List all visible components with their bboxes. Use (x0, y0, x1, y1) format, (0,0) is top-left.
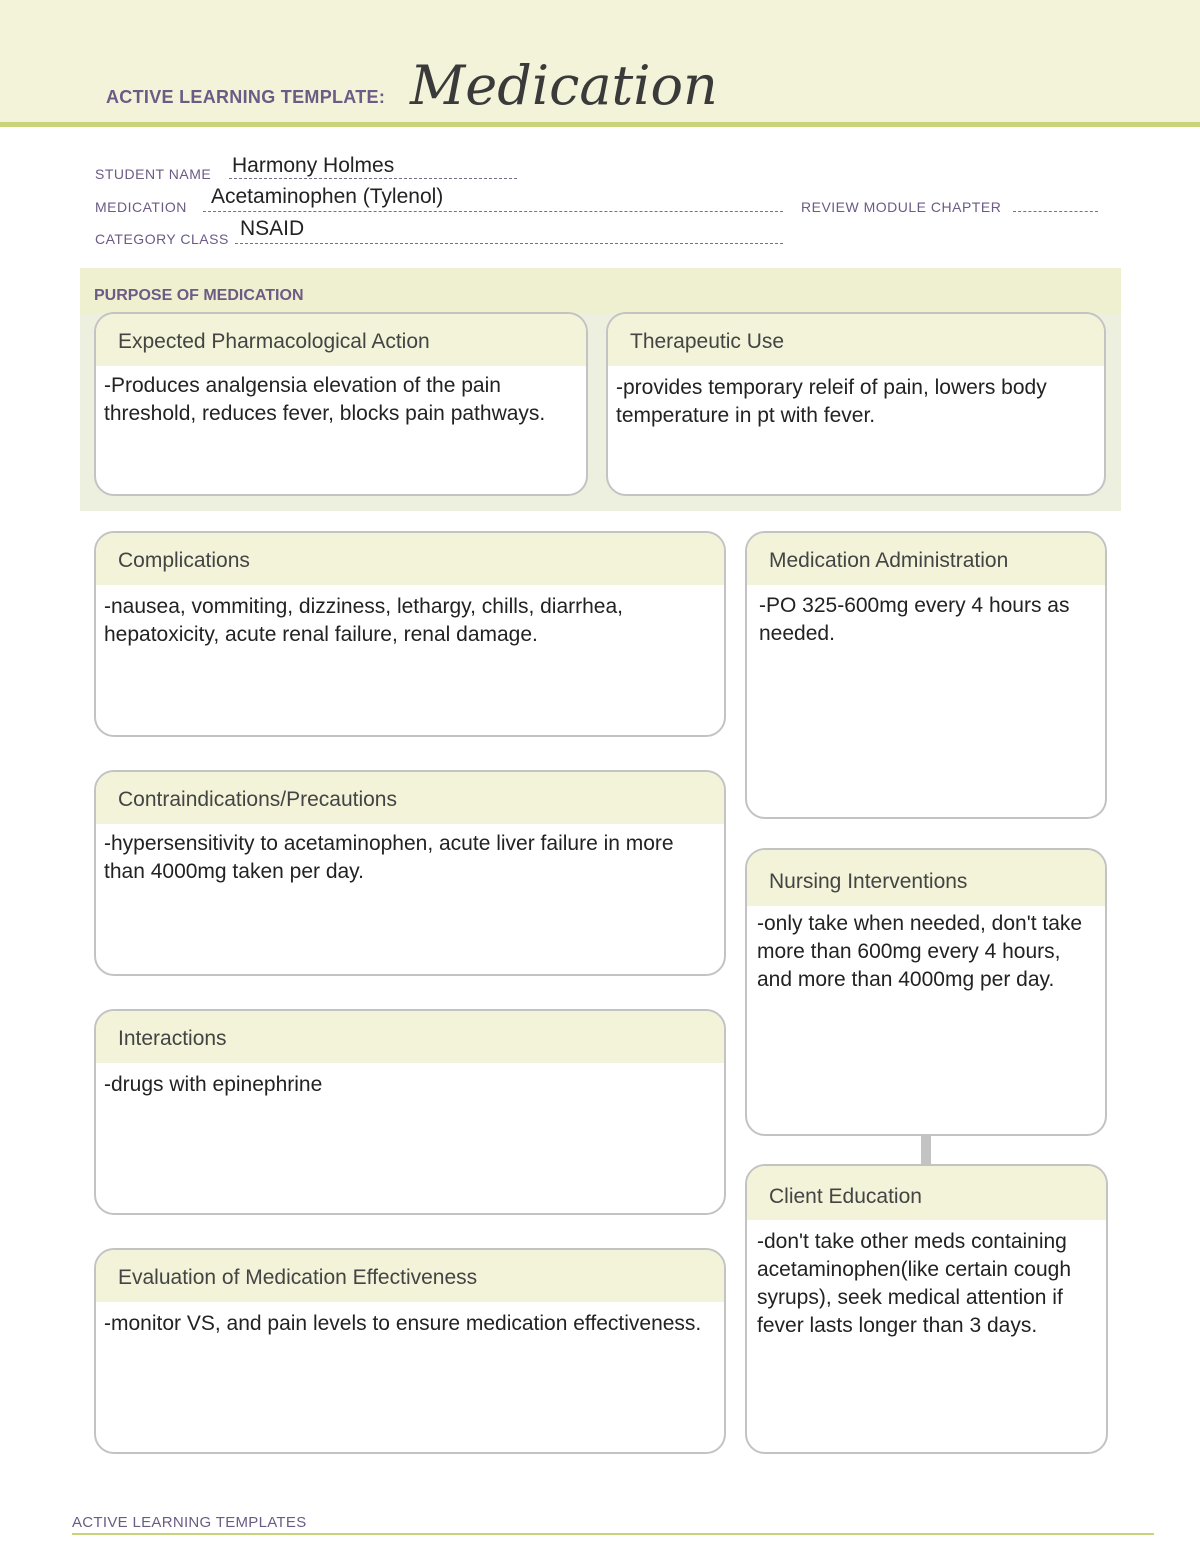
review-module-label: REVIEW MODULE CHAPTER (801, 199, 1002, 215)
client-education-box (745, 1164, 1108, 1454)
expected-action-box (94, 312, 588, 496)
nursing-interventions-title: Nursing Interventions (747, 850, 1105, 906)
evaluation-box (94, 1248, 726, 1454)
page-title: Medication (410, 54, 718, 117)
student-name-value[interactable]: Harmony Holmes (232, 154, 395, 177)
contraindications-text[interactable]: -hypersensitivity to acetaminophen, acute liver failure in more than 4000mg taken per day. (104, 832, 674, 883)
complications-box (94, 531, 726, 737)
review-module-line (1013, 211, 1098, 212)
category-class-label: CATEGORY CLASS (95, 231, 229, 247)
box-connector (921, 1134, 931, 1166)
evaluation-text[interactable]: -monitor VS, and pain levels to ensure medication effectiveness. (104, 1312, 702, 1335)
footer-label: ACTIVE LEARNING TEMPLATES (72, 1514, 307, 1531)
header-rule (0, 122, 1200, 127)
administration-text[interactable]: -PO 325-600mg every 4 hours as needed. (759, 594, 1070, 645)
therapeutic-use-title: Therapeutic Use (608, 314, 1104, 366)
expected-action-title: Expected Pharmacological Action (96, 314, 586, 366)
category-class-value[interactable]: NSAID (240, 217, 305, 240)
contraindications-title: Contraindications/Precautions (96, 772, 724, 824)
complications-title: Complications (96, 533, 724, 585)
administration-box (745, 531, 1107, 819)
category-class-line (235, 243, 783, 244)
administration-title: Medication Administration (747, 533, 1105, 585)
evaluation-title: Evaluation of Medication Effectiveness (96, 1250, 724, 1302)
template-label: ACTIVE LEARNING TEMPLATE: (106, 87, 386, 107)
interactions-box (94, 1009, 726, 1215)
interactions-title: Interactions (96, 1011, 724, 1063)
purpose-heading: PURPOSE OF MEDICATION (94, 287, 304, 304)
therapeutic-use-box (606, 312, 1106, 496)
complications-text[interactable]: -nausea, vommiting, dizziness, lethargy, chills, diarrhea, hepatoxicity, acute renal failure, renal damage. (104, 595, 624, 646)
footer-rule (72, 1533, 1154, 1535)
interactions-text[interactable]: -drugs with epinephrine (104, 1073, 323, 1096)
client-education-title: Client Education (747, 1166, 1106, 1220)
medication-line (203, 211, 783, 212)
nursing-interventions-text[interactable]: -only take when needed, don't take more than 600mg every 4 hours, and more than 4000mg per day. (757, 912, 1083, 991)
expected-action-text[interactable]: -Produces analgensia elevation of the pain threshold, reduces fever, blocks pain pathways. (104, 374, 546, 425)
nursing-interventions-box (745, 848, 1107, 1136)
medication-label: MEDICATION (95, 199, 187, 215)
medication-value[interactable]: Acetaminophen (Tylenol) (211, 185, 444, 208)
contraindications-box (94, 770, 726, 976)
student-name-line (229, 178, 517, 179)
client-education-text[interactable]: -don't take other meds containing acetaminophen(like certain cough syrups), seek medical attention if fever lasts longer than 3 days. (757, 1230, 1072, 1337)
student-name-label: STUDENT NAME (95, 166, 212, 182)
therapeutic-use-text[interactable]: -provides temporary releif of pain, lowers body temperature in pt with fever. (616, 376, 1047, 427)
